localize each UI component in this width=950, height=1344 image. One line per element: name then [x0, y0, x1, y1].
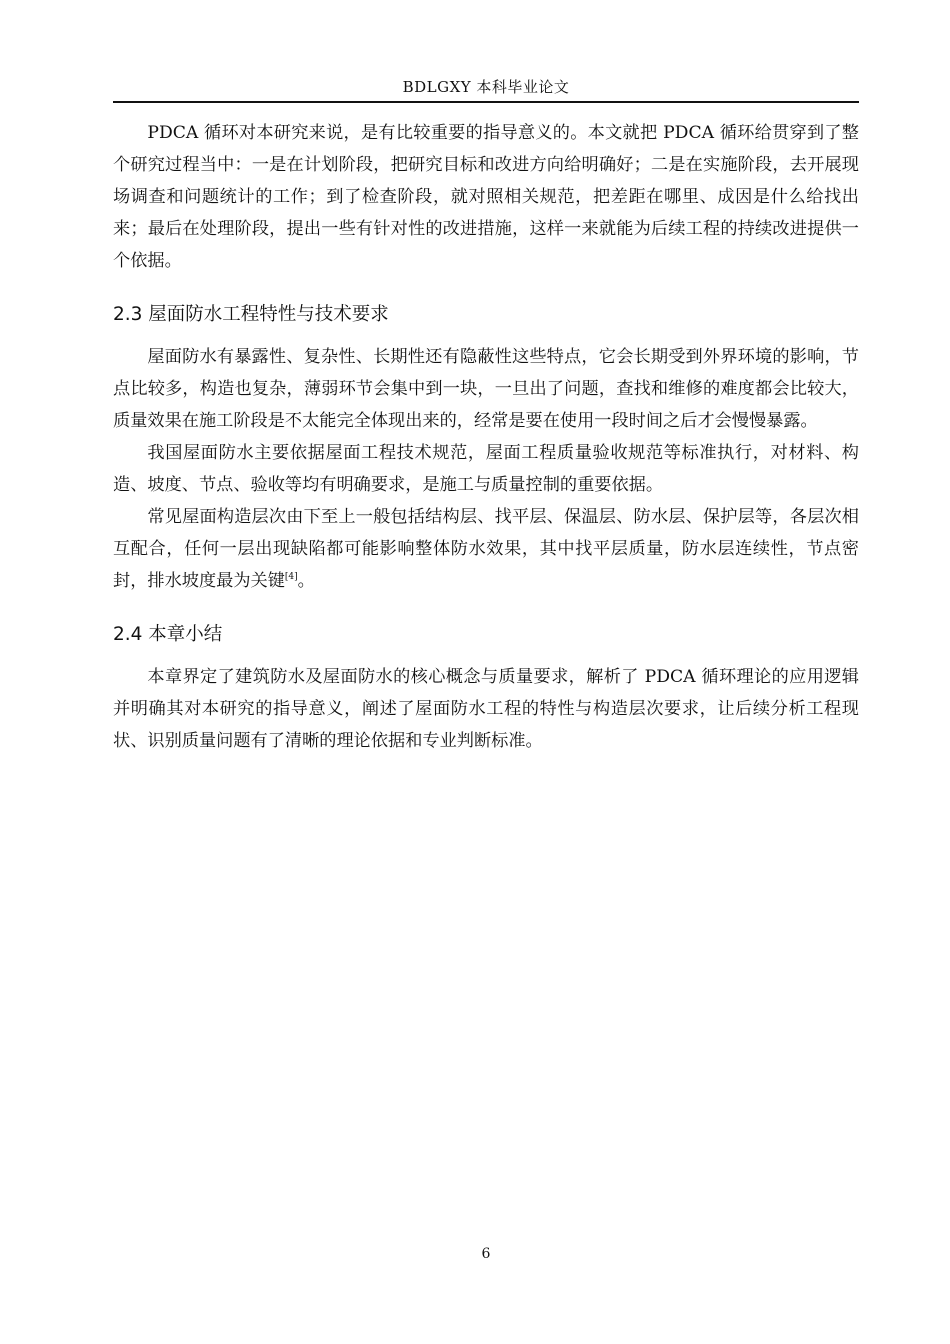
header-divider — [113, 101, 859, 103]
page-number: 6 — [481, 1246, 491, 1262]
paragraph-chapter-summary: 本章界定了建筑防水及屋面防水的核心概念与质量要求，解析了 PDCA 循环理论的应用逻辑并明确其对本研究的指导意义，阐述了屋面防水工程的特性与构造层次要求，让后续分析工程现状、识别质量问题有了清晰的理论依据和专业判断标准。 — [113, 667, 859, 751]
paragraph-roof-layers-end: 。 — [297, 571, 315, 591]
paragraph-roof-characteristics: 屋面防水有暴露性、复杂性、长期性还有隐蔽性这些特点，它会长期受到外界环境的影响，节点比较多，构造也复杂，薄弱环节会集中到一块，一旦出了问题，查找和维修的难度都会比较大，质量效果在施工阶段是不太能完全体现出来的，经常是要在使用一段时间之后才会慢慢暴露。 — [113, 347, 859, 431]
paragraph-roof-layers-text: 常见屋面构造层次由下至上一般包括结构层、找平层、保温层、防水层、保护层等，各层次相互配合，任何一层出现缺陷都可能影响整体防水效果，其中找平层质量，防水层连续性，节点密封，排水坡度最为关键 — [113, 507, 859, 591]
citation-ref: [4] — [284, 572, 298, 582]
paragraph-roof-standards: 我国屋面防水主要依据屋面工程技术规范，屋面工程质量验收规范等标准执行，对材料、构造、坡度、节点、验收等均有明确要求，是施工与质量控制的重要依据。 — [113, 443, 859, 495]
section-heading-2-3: 2.3 屋面防水工程特性与技术要求 — [113, 304, 389, 325]
paragraph-pdca: PDCA 循环对本研究来说，是有比较重要的指导意义的。本文就把 PDCA 循环给贯穿到了整个研究过程当中：一是在计划阶段，把研究目标和改进方向给明确好；二是在实施阶段，去开展现场调查和问题统计的工作；到了检查阶段，就对照相关规范，把差距在哪里、成因是什么给找出来；最后在处理阶段，提出一些有针对性的改进措施，这样一来就能为后续工程的持续改进提供一个依据。 — [113, 123, 859, 271]
spacer — [113, 651, 859, 661]
section-heading-2-4: 2.4 本章小结 — [113, 624, 223, 645]
spacer — [113, 331, 859, 341]
body-content — [113, 117, 859, 757]
running-header: BDLGXY 本科毕业论文 — [402, 78, 570, 96]
spacer — [113, 277, 859, 299]
paragraph-roof-layers — [113, 501, 859, 597]
spacer — [113, 597, 859, 619]
